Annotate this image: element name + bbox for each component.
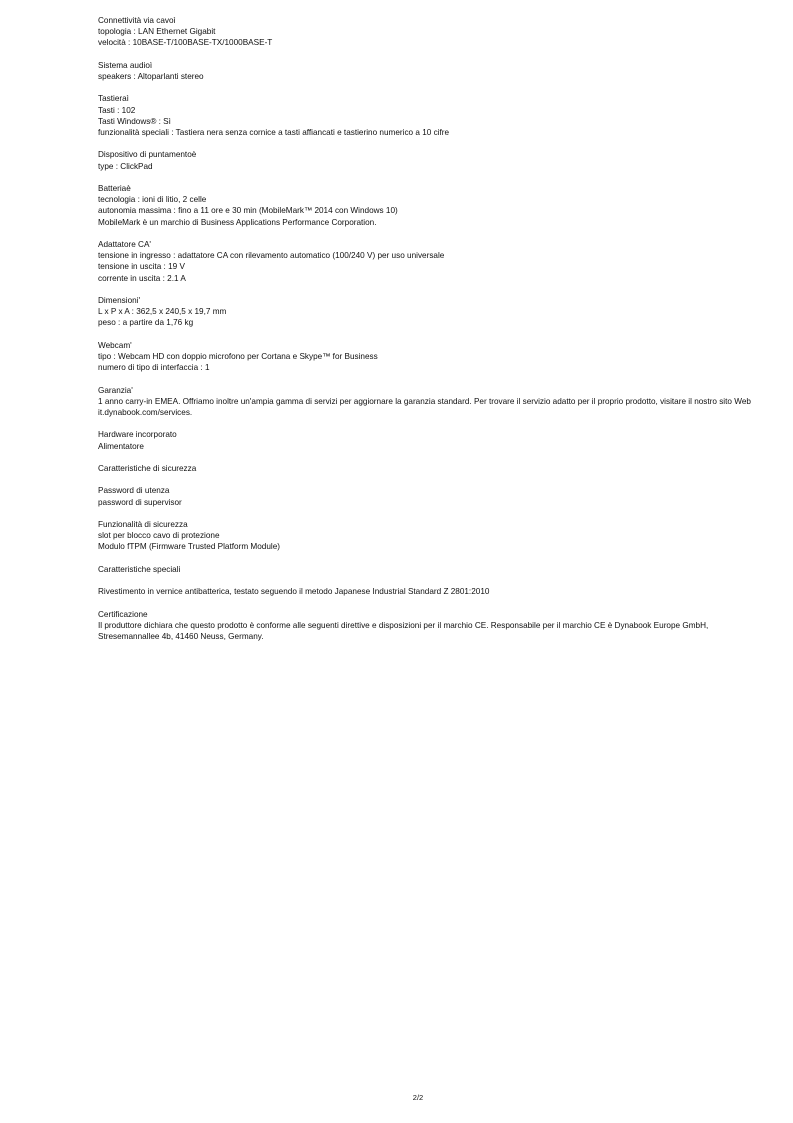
spec-section [98,564,758,575]
section-title: Rivestimento in vernice antibatterica, testato seguendo il metodo Japanese Industrial Standard Z 2801:2010 [98,587,490,597]
section-line: peso : a partire da 1,76 kg [98,318,194,328]
section-line: type : ClickPad [98,161,153,171]
section-title: Connettività via cavoì [98,16,176,25]
section-line: autonomia massima : fino a 11 ore e 30 min (MobileMark™ 2014 con Windows 10) [98,206,398,216]
spec-sheet-content [98,15,758,653]
section-title: Adattatore CA' [98,239,151,249]
section-line: password di supervisor [98,497,182,507]
section-title: Tastieraì [98,94,129,104]
section-line: tensione in ingresso : adattatore CA con rilevamento automatico (100/240 V) per uso universale [98,251,445,261]
section-title: Dimensioni' [98,295,141,305]
spec-section [98,463,758,474]
section-line: velocità : 10BASE-T/100BASE-TX/1000BASE-T [98,38,273,48]
section-line: tensione in uscita : 19 V [98,262,185,272]
section-line: topologia : LAN Ethernet Gigabit [98,27,216,37]
section-line: corrente in uscita : 2.1 A [98,273,186,283]
spec-section [98,485,758,507]
section-line: 1 anno carry-in EMEA. Offriamo inoltre un'ampia gamma di servizi per aggiornare la garanzia standard. Per trovare il servizio adatto per il proprio prodotto, visitare il nostro sito Web it.dynabook.com/services. [98,396,754,417]
section-line: tecnologia : ioni di litio, 2 celle [98,195,207,205]
spec-section [98,239,758,284]
spec-section [98,340,758,374]
section-line: Alimentatore [98,441,144,451]
page-number: 2/2 [412,1093,424,1102]
spec-section [98,295,758,329]
spec-section [98,149,758,171]
spec-section [98,183,758,228]
section-line: Modulo fTPM (Firmware Trusted Platform Module) [98,542,280,552]
section-line: Il produttore dichiara che questo prodotto è conforme alle seguenti direttive e disposizioni per il marchio CE. Responsabile per il marchio CE è Dynabook Europe GmbH, Stresemannallee 4b, 41460 Neuss, Germany. [98,620,711,641]
section-title: Garanzia' [98,385,133,395]
spec-section [98,60,758,82]
section-line: Tasti Windows® : Sì [98,116,171,126]
section-title: Dispositivo di puntamentoè [98,150,197,160]
section-title: Batteriaè [98,183,131,193]
spec-section [98,385,758,419]
section-line: tipo : Webcam HD con doppio microfono per Cortana e Skype™ for Business [98,351,378,361]
section-title: Caratteristiche speciali [98,564,181,574]
section-line: speakers : Altoparlanti stereo [98,72,204,81]
spec-section [98,15,758,49]
spec-section [98,609,758,643]
section-title: Certificazione [98,609,148,619]
section-line: MobileMark è un marchio di Business Applications Performance Corporation. [98,217,377,227]
spec-section [98,519,758,553]
section-line: numero di tipo di interfaccia : 1 [98,363,210,373]
section-title: Hardware incorporato [98,430,177,440]
section-title: Caratteristiche di sicurezza [98,463,197,473]
section-title: Sistema audioì [98,60,153,70]
section-title: Webcam' [98,340,132,350]
section-line: slot per blocco cavo di protezione [98,531,220,541]
section-title: Password di utenza [98,486,170,496]
section-title: Funzionalità di sicurezza [98,519,188,529]
spec-section [98,93,758,138]
section-line: funzionalità speciali : Tastiera nera senza cornice a tasti affiancati e tastierino numerico a 10 cifre [98,128,450,137]
spec-section [98,429,758,451]
section-line: L x P x A : 362,5 x 240,5 x 19,7 mm [98,307,227,317]
spec-section [98,586,758,597]
section-line: Tasti : 102 [98,105,136,115]
